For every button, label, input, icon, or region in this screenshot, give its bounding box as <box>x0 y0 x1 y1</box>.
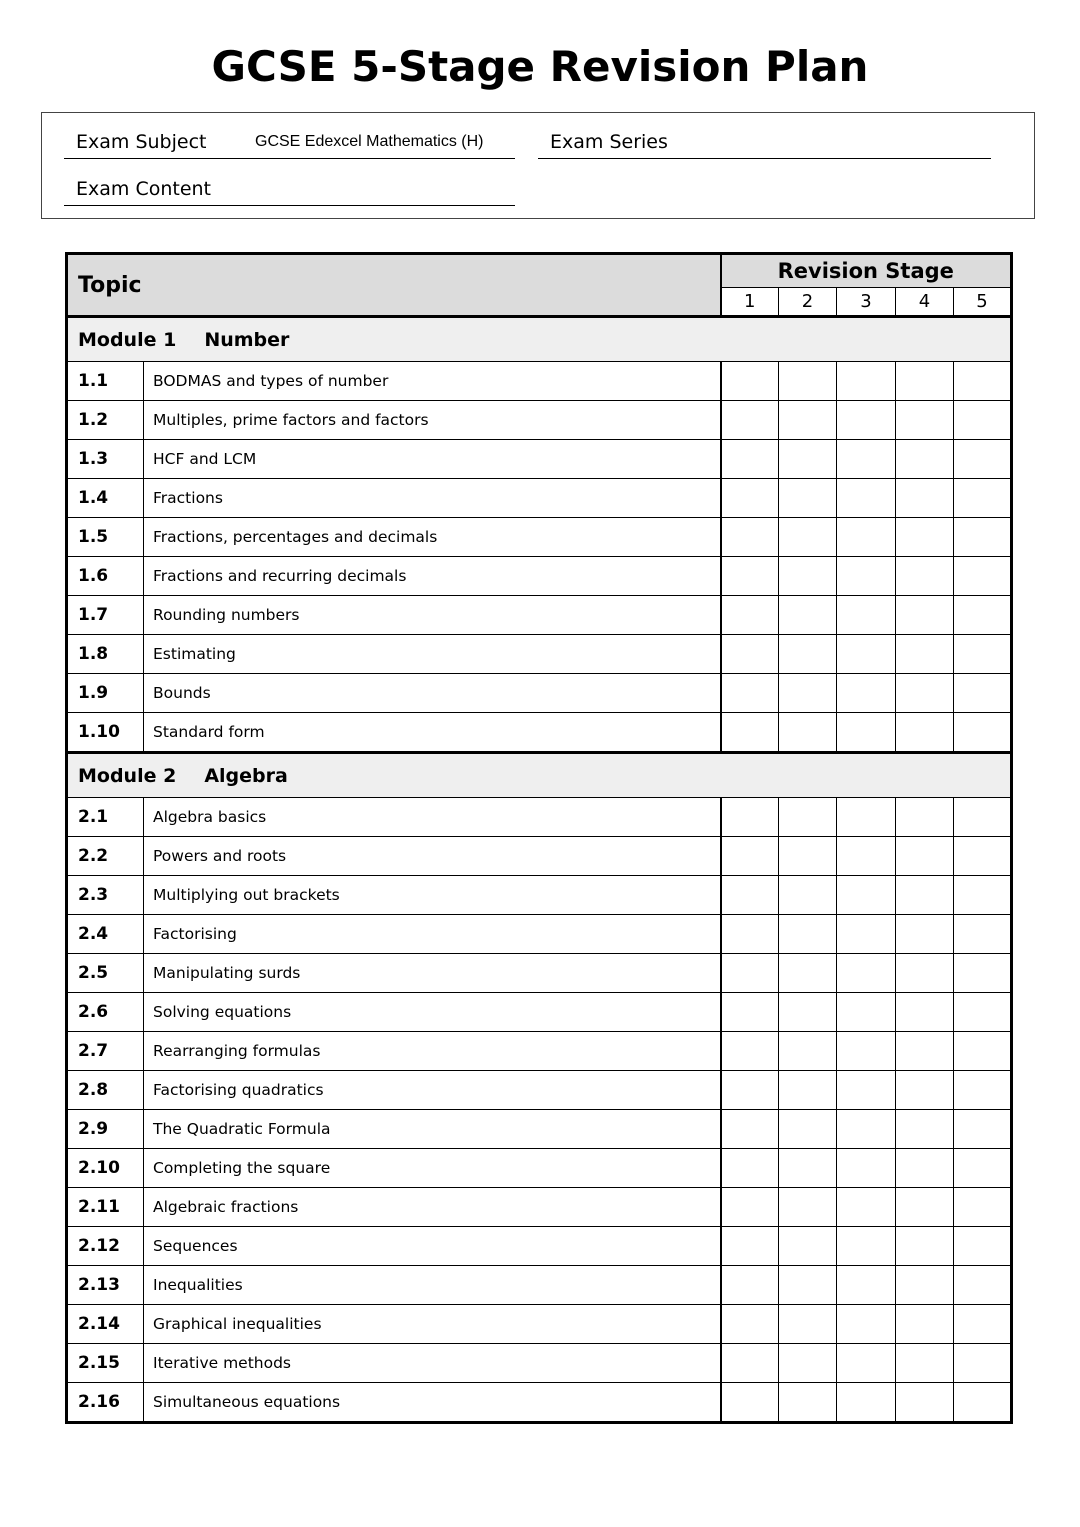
stage-checkbox-cell[interactable] <box>837 362 896 401</box>
stage-checkbox-cell[interactable] <box>721 401 779 440</box>
topic-name: Algebra basics <box>144 798 721 837</box>
topic-name: Multiples, prime factors and factors <box>144 401 721 440</box>
stage-checkbox-cell[interactable] <box>779 1266 837 1305</box>
stage-checkbox-cell[interactable] <box>779 1032 837 1071</box>
stage-checkbox-cell[interactable] <box>837 993 896 1032</box>
stage-checkbox-cell[interactable] <box>721 1188 779 1227</box>
topic-name: Solving equations <box>144 993 721 1032</box>
stage-checkbox-cell[interactable] <box>837 1110 896 1149</box>
stage-checkbox-cell[interactable] <box>896 635 954 674</box>
topic-name: Manipulating surds <box>144 954 721 993</box>
stage-checkbox-cell[interactable] <box>954 557 1012 596</box>
stage-checkbox-cell[interactable] <box>779 1188 837 1227</box>
stage-checkbox-cell[interactable] <box>837 1344 896 1383</box>
topic-number: 2.8 <box>67 1071 144 1110</box>
stage-checkbox-cell[interactable] <box>896 1344 954 1383</box>
stage-checkbox-cell[interactable] <box>721 1149 779 1188</box>
stage-checkbox-cell[interactable] <box>779 1110 837 1149</box>
topic-row <box>67 1032 1012 1071</box>
stage-checkbox-cell[interactable] <box>721 713 779 753</box>
topic-name: Estimating <box>144 635 721 674</box>
topic-name: Inequalities <box>144 1266 721 1305</box>
stage-checkbox-cell[interactable] <box>896 1227 954 1266</box>
topic-name: Rounding numbers <box>144 596 721 635</box>
stage-checkbox-cell[interactable] <box>721 1266 779 1305</box>
stage-checkbox-cell[interactable] <box>896 876 954 915</box>
stage-checkbox-cell[interactable] <box>721 1071 779 1110</box>
stage-checkbox-cell[interactable] <box>896 1071 954 1110</box>
stage-checkbox-cell[interactable] <box>721 1032 779 1071</box>
stage-checkbox-cell[interactable] <box>837 1383 896 1423</box>
stage-checkbox-cell[interactable] <box>721 1383 779 1423</box>
stage-checkbox-cell[interactable] <box>954 1071 1012 1110</box>
stage-checkbox-cell[interactable] <box>837 440 896 479</box>
stage-checkbox-cell[interactable] <box>954 401 1012 440</box>
stage-checkbox-cell[interactable] <box>721 837 779 876</box>
stage-number: 1 <box>721 288 779 317</box>
stage-checkbox-cell[interactable] <box>837 1305 896 1344</box>
stage-checkbox-cell[interactable] <box>837 837 896 876</box>
topic-row <box>67 557 1012 596</box>
stage-checkbox-cell[interactable] <box>721 1344 779 1383</box>
stage-checkbox-cell[interactable] <box>896 1188 954 1227</box>
stage-checkbox-cell[interactable] <box>721 479 779 518</box>
module-heading <box>67 317 1012 362</box>
topic-number: 2.14 <box>67 1305 144 1344</box>
topic-row <box>67 1383 1012 1423</box>
stage-checkbox-cell[interactable] <box>896 596 954 635</box>
stage-checkbox-cell[interactable] <box>954 876 1012 915</box>
stage-checkbox-cell[interactable] <box>721 1227 779 1266</box>
topic-row <box>67 713 1012 753</box>
topic-name: Fractions and recurring decimals <box>144 557 721 596</box>
stage-checkbox-cell[interactable] <box>896 915 954 954</box>
stage-checkbox-cell[interactable] <box>896 993 954 1032</box>
topic-number: 1.2 <box>67 401 144 440</box>
stage-checkbox-cell[interactable] <box>896 1149 954 1188</box>
exam-subject-label: Exam Subject <box>76 131 207 153</box>
topic-number: 2.10 <box>67 1149 144 1188</box>
topic-number: 2.9 <box>67 1110 144 1149</box>
stage-checkbox-cell[interactable] <box>896 479 954 518</box>
stage-checkbox-cell[interactable] <box>954 518 1012 557</box>
stage-checkbox-cell[interactable] <box>954 1188 1012 1227</box>
topic-row <box>67 1188 1012 1227</box>
stage-checkbox-cell[interactable] <box>954 713 1012 753</box>
stage-checkbox-cell[interactable] <box>954 915 1012 954</box>
stage-checkbox-cell[interactable] <box>837 1032 896 1071</box>
topic-number: 1.8 <box>67 635 144 674</box>
stage-checkbox-cell[interactable] <box>779 635 837 674</box>
topic-row <box>67 1227 1012 1266</box>
stage-checkbox-cell[interactable] <box>954 362 1012 401</box>
stage-checkbox-cell[interactable] <box>779 401 837 440</box>
exam-series-label: Exam Series <box>550 131 668 153</box>
topic-row <box>67 362 1012 401</box>
stage-checkbox-cell[interactable] <box>779 479 837 518</box>
topic-name: Multiplying out brackets <box>144 876 721 915</box>
topic-number: 2.4 <box>67 915 144 954</box>
stage-checkbox-cell[interactable] <box>896 557 954 596</box>
stage-checkbox-cell[interactable] <box>954 837 1012 876</box>
topic-name: Powers and roots <box>144 837 721 876</box>
topic-number: 1.10 <box>67 713 144 753</box>
stage-checkbox-cell[interactable] <box>779 954 837 993</box>
topic-name: HCF and LCM <box>144 440 721 479</box>
stage-checkbox-cell[interactable] <box>779 915 837 954</box>
stage-checkbox-cell[interactable] <box>721 596 779 635</box>
topic-row <box>67 798 1012 837</box>
stage-checkbox-cell[interactable] <box>896 1383 954 1423</box>
stage-checkbox-cell[interactable] <box>837 401 896 440</box>
stage-checkbox-cell[interactable] <box>721 557 779 596</box>
stage-checkbox-cell[interactable] <box>837 479 896 518</box>
stage-checkbox-cell[interactable] <box>837 713 896 753</box>
topic-row <box>67 954 1012 993</box>
stage-checkbox-cell[interactable] <box>779 674 837 713</box>
stage-checkbox-cell[interactable] <box>954 1266 1012 1305</box>
topic-row <box>67 876 1012 915</box>
exam-subject-value[interactable]: GCSE Edexcel Mathematics (H) <box>255 133 484 150</box>
stage-checkbox-cell[interactable] <box>721 798 779 837</box>
stage-checkbox-cell[interactable] <box>954 1305 1012 1344</box>
topic-name: The Quadratic Formula <box>144 1110 721 1149</box>
topic-row <box>67 1344 1012 1383</box>
stage-checkbox-cell[interactable] <box>721 993 779 1032</box>
stage-checkbox-cell[interactable] <box>896 362 954 401</box>
topic-row <box>67 596 1012 635</box>
topic-number: 2.12 <box>67 1227 144 1266</box>
stage-checkbox-cell[interactable] <box>779 596 837 635</box>
topic-name: Bounds <box>144 674 721 713</box>
stage-checkbox-cell[interactable] <box>837 1227 896 1266</box>
stage-checkbox-cell[interactable] <box>954 1032 1012 1071</box>
topic-number: 2.13 <box>67 1266 144 1305</box>
topic-name: Factorising <box>144 915 721 954</box>
stage-checkbox-cell[interactable] <box>721 954 779 993</box>
stage-checkbox-cell[interactable] <box>779 1227 837 1266</box>
stage-checkbox-cell[interactable] <box>896 954 954 993</box>
stage-checkbox-cell[interactable] <box>779 837 837 876</box>
topic-name: Fractions, percentages and decimals <box>144 518 721 557</box>
stage-checkbox-cell[interactable] <box>954 440 1012 479</box>
stage-checkbox-cell[interactable] <box>896 674 954 713</box>
topic-row <box>67 1071 1012 1110</box>
topic-row <box>67 1266 1012 1305</box>
topic-number: 1.7 <box>67 596 144 635</box>
stage-checkbox-cell[interactable] <box>779 362 837 401</box>
stage-checkbox-cell[interactable] <box>779 440 837 479</box>
stage-checkbox-cell[interactable] <box>954 798 1012 837</box>
topic-number: 1.3 <box>67 440 144 479</box>
module-row <box>67 317 1012 362</box>
topic-row <box>67 635 1012 674</box>
stage-checkbox-cell[interactable] <box>837 635 896 674</box>
stage-checkbox-cell[interactable] <box>721 635 779 674</box>
topic-number: 1.1 <box>67 362 144 401</box>
stage-checkbox-cell[interactable] <box>837 518 896 557</box>
topic-number: 2.7 <box>67 1032 144 1071</box>
stage-number: 3 <box>837 288 896 317</box>
stage-checkbox-cell[interactable] <box>721 876 779 915</box>
stage-checkbox-cell[interactable] <box>779 1149 837 1188</box>
stage-checkbox-cell[interactable] <box>896 1305 954 1344</box>
topic-row <box>67 674 1012 713</box>
topic-row <box>67 401 1012 440</box>
stage-checkbox-cell[interactable] <box>954 1383 1012 1423</box>
stage-checkbox-cell[interactable] <box>896 518 954 557</box>
module-label: Module 2 <box>78 764 177 787</box>
stage-checkbox-cell[interactable] <box>779 1344 837 1383</box>
stage-checkbox-cell[interactable] <box>837 915 896 954</box>
topic-row <box>67 518 1012 557</box>
topic-name: Standard form <box>144 713 721 753</box>
stage-checkbox-cell[interactable] <box>779 993 837 1032</box>
exam-content-label: Exam Content <box>76 178 212 200</box>
stage-checkbox-cell[interactable] <box>954 635 1012 674</box>
stage-checkbox-cell[interactable] <box>837 1188 896 1227</box>
topic-row <box>67 440 1012 479</box>
stage-checkbox-cell[interactable] <box>779 518 837 557</box>
topic-name: Fractions <box>144 479 721 518</box>
revision-plan-table <box>65 252 1013 1424</box>
exam-content-field[interactable] <box>64 174 515 206</box>
stage-checkbox-cell[interactable] <box>837 596 896 635</box>
topic-name: Completing the square <box>144 1149 721 1188</box>
stage-checkbox-cell[interactable] <box>954 596 1012 635</box>
stage-checkbox-cell[interactable] <box>779 1071 837 1110</box>
stage-checkbox-cell[interactable] <box>837 1149 896 1188</box>
stage-checkbox-cell[interactable] <box>896 713 954 753</box>
topic-number: 2.16 <box>67 1383 144 1423</box>
stage-checkbox-cell[interactable] <box>837 876 896 915</box>
topic-name: Graphical inequalities <box>144 1305 721 1344</box>
exam-info-box <box>41 112 1035 219</box>
module-row <box>67 753 1012 798</box>
topic-row <box>67 479 1012 518</box>
plan-body <box>67 317 1012 1423</box>
stage-checkbox-cell[interactable] <box>837 674 896 713</box>
stage-checkbox-cell[interactable] <box>896 837 954 876</box>
stage-checkbox-cell[interactable] <box>837 1266 896 1305</box>
stage-checkbox-cell[interactable] <box>954 954 1012 993</box>
stage-checkbox-cell[interactable] <box>721 440 779 479</box>
stage-checkbox-cell[interactable] <box>779 713 837 753</box>
stage-number: 5 <box>954 288 1012 317</box>
topic-row <box>67 993 1012 1032</box>
topic-name: Simultaneous equations <box>144 1383 721 1423</box>
revision-stage-header: Revision Stage <box>721 254 1012 288</box>
stage-checkbox-cell[interactable] <box>721 518 779 557</box>
stage-checkbox-cell[interactable] <box>721 1305 779 1344</box>
stage-checkbox-cell[interactable] <box>779 798 837 837</box>
topic-number: 1.5 <box>67 518 144 557</box>
stage-checkbox-cell[interactable] <box>837 954 896 993</box>
page-title: GCSE 5-Stage Revision Plan <box>211 42 869 91</box>
stage-checkbox-cell[interactable] <box>896 798 954 837</box>
stage-checkbox-cell[interactable] <box>954 1149 1012 1188</box>
topic-number: 2.1 <box>67 798 144 837</box>
stage-checkbox-cell[interactable] <box>779 557 837 596</box>
exam-subject-field[interactable] <box>64 127 515 159</box>
stage-checkbox-cell[interactable] <box>954 1344 1012 1383</box>
stage-checkbox-cell[interactable] <box>837 557 896 596</box>
topic-row <box>67 837 1012 876</box>
stage-checkbox-cell[interactable] <box>954 993 1012 1032</box>
stage-checkbox-cell[interactable] <box>837 798 896 837</box>
module-name: Algebra <box>204 764 288 787</box>
stage-checkbox-cell[interactable] <box>896 440 954 479</box>
topic-number: 2.6 <box>67 993 144 1032</box>
stage-checkbox-cell[interactable] <box>721 1110 779 1149</box>
stage-checkbox-cell[interactable] <box>721 674 779 713</box>
stage-checkbox-cell[interactable] <box>954 1227 1012 1266</box>
stage-number: 2 <box>779 288 837 317</box>
stage-checkbox-cell[interactable] <box>837 1071 896 1110</box>
topic-row <box>67 915 1012 954</box>
topic-number: 2.3 <box>67 876 144 915</box>
module-label: Module 1 <box>78 328 177 351</box>
stage-checkbox-cell[interactable] <box>779 876 837 915</box>
topic-name: Algebraic fractions <box>144 1188 721 1227</box>
stage-checkbox-cell[interactable] <box>721 915 779 954</box>
module-heading <box>67 753 1012 798</box>
stage-checkbox-cell[interactable] <box>954 479 1012 518</box>
stage-number: 4 <box>896 288 954 317</box>
topic-name: Factorising quadratics <box>144 1071 721 1110</box>
topic-header: Topic <box>67 254 721 317</box>
stage-checkbox-cell[interactable] <box>896 1032 954 1071</box>
stage-checkbox-cell[interactable] <box>779 1305 837 1344</box>
stage-checkbox-cell[interactable] <box>779 1383 837 1423</box>
stage-checkbox-cell[interactable] <box>954 674 1012 713</box>
topic-name: Iterative methods <box>144 1344 721 1383</box>
topic-number: 1.4 <box>67 479 144 518</box>
exam-series-field[interactable] <box>538 127 991 159</box>
topic-number: 2.15 <box>67 1344 144 1383</box>
topic-number: 2.5 <box>67 954 144 993</box>
topic-number: 2.11 <box>67 1188 144 1227</box>
topic-name: BODMAS and types of number <box>144 362 721 401</box>
topic-number: 2.2 <box>67 837 144 876</box>
stage-checkbox-cell[interactable] <box>896 401 954 440</box>
topic-number: 1.6 <box>67 557 144 596</box>
topic-row <box>67 1110 1012 1149</box>
topic-number: 1.9 <box>67 674 144 713</box>
stage-checkbox-cell[interactable] <box>896 1266 954 1305</box>
stage-checkbox-cell[interactable] <box>954 1110 1012 1149</box>
topic-row <box>67 1305 1012 1344</box>
stage-checkbox-cell[interactable] <box>721 362 779 401</box>
stage-checkbox-cell[interactable] <box>896 1110 954 1149</box>
topic-name: Sequences <box>144 1227 721 1266</box>
topic-row <box>67 1149 1012 1188</box>
topic-name: Rearranging formulas <box>144 1032 721 1071</box>
module-name: Number <box>204 328 290 351</box>
